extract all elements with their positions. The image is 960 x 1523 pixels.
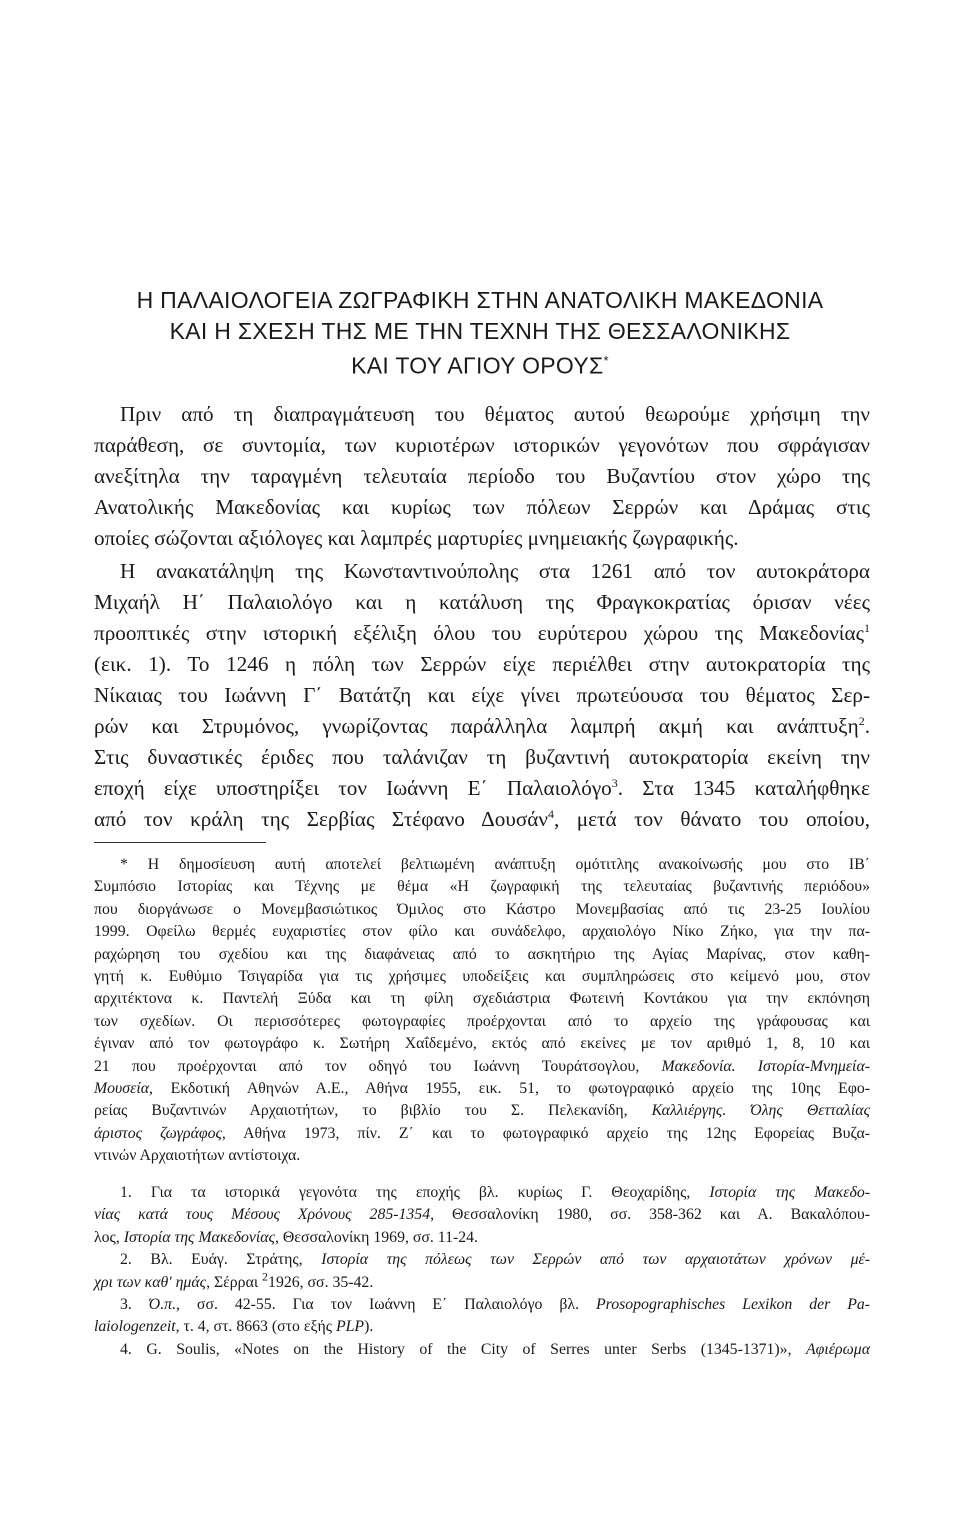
footnote-line: έγιναν από τον φωτογράφο κ. Σωτήρη Χαΐδεμένο, εκτός από εκείνες με τον αριθμό 1, 8, 10 και — [94, 1035, 870, 1053]
footnote-line: Μουσεία, Εκδοτική Αθηνών Α.Ε., Αθήνα 1955, εικ. 51, το φωτογραφικό αρχείο της 10ης Εφο- — [94, 1080, 870, 1098]
paragraph-line: Η ανακατάληψη της Κωνσταντινούπολης στα 1261 από τον αυτοκράτορα — [120, 559, 870, 583]
paragraph-line: Ανατολικής Μακεδονίας και κυρίως των πόλεων Σερρών και Δράμας στις — [94, 495, 870, 519]
footnote-line: Συμπόσιο Ιστορίας και Τέχνης με θέμα «Η ζωγραφική της τελευταίας βυζαντινής περιόδου» — [94, 878, 870, 896]
paragraph-line: εποχή είχε υποστηρίξει τον Ιωάννη Ε΄ Παλαιολόγο$^3$. Στα 1345 καταλήφθηκε — [94, 775, 871, 800]
paragraph-line: από τον κράλη της Σερβίας Στέφανο Δουσάν$^4$, μετά τον θάνατο του οποίου, — [94, 806, 870, 831]
footnote-ref-3[interactable]: 3 — [611, 775, 618, 790]
footnote-1-cont: νίας κατά τους Μέσους Χρόνους 285-1354, Θεσσαλονίκη 1980, σσ. 358-362 και Α. Βακαλόπου- — [94, 1206, 870, 1224]
footnote-star — [94, 854, 870, 1168]
paragraph-line: Στις δυναστικές έριδες που ταλάνιζαν τη βυζαντινή αυτοκρατορία εκείνη την — [94, 745, 870, 769]
paragraph-line: Μιχαήλ Η΄ Παλαιολόγο και η κατάλυση της Φραγκοκρατίας όρισαν νέες — [94, 590, 870, 614]
footnote-4: 4. G. Soulis, «Notes on the History of the City of Serres unter Serbs (1345-1371)», Αφιέρωμα — [120, 1340, 870, 1358]
paragraph-1 — [94, 399, 870, 554]
footnote-ref-4[interactable]: 4 — [547, 806, 554, 821]
paragraph-line: (εικ. 1). Το 1246 η πόλη των Σερρών είχε περιέλθει στην αυτοκρατορία της — [94, 652, 870, 676]
footnote-2-cont: χρι των καθ' ημάς, Σέρραι $^2$1926, σσ. 35-42. — [94, 1269, 374, 1291]
footnotes-numbered — [94, 1182, 870, 1361]
footnote-line: 1999. Οφείλω θερμές ευχαριστίες στον φίλο και συνάδελφο, αρχαιολόγο Νίκο Ζήκο, για την πα- — [94, 923, 870, 941]
paragraph-line: παράθεση, σε συντομία, των κυριοτέρων ιστορικών γεγονότων που σφράγισαν — [94, 433, 870, 457]
footnote-line: άριστος ζωγράφος, Αθήνα 1973, πίν. Ζ΄ και το φωτογραφικό αρχείο της 12ης Εφορείας Βυζα- — [94, 1124, 870, 1142]
paragraph-line: ανεξίτηλα την ταραγμένη τελευταία περίοδο του Βυζαντίου στον χώρο της — [94, 464, 870, 488]
footnote-line: ραχώρηση του σχεδίου και της διαφάνειας από το ασκητήριο της Αγίας Μαρίνας, στον καθη- — [94, 945, 870, 963]
footnote-line: των σχεδίων. Οι περισσότερες φωτογραφίες προέρχονται από το αρχείο της γράφουσας και — [94, 1012, 870, 1030]
paragraph-line: ρών και Στρυμόνος, γνωρίζοντας παράλληλα λαμπρή ακμή και ανάπτυξη$^2$. — [94, 713, 870, 738]
footnote-line: που διοργάνωσε ο Μονεμβασιώτικος Όμιλος στο Κάστρο Μονεμβασίας από τις 23-25 Ιουλίου — [94, 900, 870, 918]
paragraph-line: Πριν από τη διαπραγμάτευση του θέματος αυτού θεωρούμε χρήσιμη την — [120, 402, 870, 426]
title-footnote-mark: * — [603, 353, 609, 368]
title-line-1: Η ΠΑΛΑΙΟΛΟΓΕΙΑ ΖΩΓΡΑΦΙΚΗ ΣΤΗΝ ΑΝΑΤΟΛΙΚΗ ΜΑΚΕΔΟΝΙΑ — [136, 287, 824, 313]
paragraph-line: προοπτικές στην ιστορική εξέλιξη όλου του ευρύτερου χώρου της Μακεδονίας$^1$ — [94, 620, 870, 645]
footnote-line: αρχιτέκτονα κ. Παντελή Ξύδα και τη φίλη σχεδιάστρια Φωτεινή Κοντάκου για την εκπόνηση — [94, 990, 870, 1008]
footnote-1: 1. Για τα ιστορικά γεγονότα της εποχής βλ. κυρίως Γ. Θεοχαρίδης, Ιστορία της Μακεδο- — [120, 1184, 870, 1201]
title-line-3: ΚΑΙ ΤΟΥ ΑΓΙΟΥ ΟΡΟΥΣ* — [351, 352, 609, 379]
footnote-3-cont: laiologenzeit, τ. 4, στ. 8663 (στο εξής PLP). — [94, 1318, 374, 1336]
footnote-ref-2[interactable]: 2 — [858, 713, 865, 728]
title-line-2: ΚΑΙ Η ΣΧΕΣΗ ΤΗΣ ΜΕ ΤΗΝ ΤΕΧΝΗ ΤΗΣ ΘΕΣΣΑΛΟΝΙΚΗΣ — [169, 318, 791, 344]
footnote-line: ντινών Αρχαιοτήτων αντίστοιχα. — [94, 1147, 301, 1165]
footnote-ref-1[interactable]: 1 — [864, 620, 870, 635]
footnote-line: γητή κ. Ευθύμιο Τσιγαρίδα για τις χρήσιμες υποδείξεις και συμπληρώσεις στο κείμενό μου, στον — [94, 968, 870, 986]
paragraph-line: Νίκαιας του Ιωάννη Γ΄ Βατάτζη και είχε γίνει πρωτεύουσα του θέματος Σερ- — [94, 683, 870, 707]
footnote-divider — [94, 842, 266, 843]
footnote-1-cont: λος, Ιστορία της Μακεδονίας, Θεσσαλονίκη 1969, σσ. 11-24. — [94, 1228, 479, 1246]
footnote-3: 3. Ό.π., σσ. 42-55. Για τον Ιωάννη Ε΄ Παλαιολόγο βλ. Prosopographisches Lexikon der Pa- — [120, 1296, 870, 1314]
footnote-line: 21 που προέρχονται από τον οδηγό του Ιωάννη Τουράτσογλου, Μακεδονία. Ιστορία-Μνημεία- — [94, 1057, 871, 1075]
paragraph-2 — [94, 556, 870, 835]
footnote-line: ρείας Βυζαντινών Αρχαιοτήτων, το βιβλίο του Σ. Πελεκανίδη, Καλλιέργης. Όλης Θετταλίας — [94, 1102, 870, 1120]
footnote-line: * Η δημοσίευση αυτή αποτελεί βελτιωμένη ανάπτυξη ομότιτλης ανακοίνωσής μου στο ΙΒ΄ — [120, 856, 870, 873]
paragraph-line: οποίες σώζονται αξιόλογες και λαμπρές μαρτυρίες μνημειακής ζωγραφικής. — [94, 526, 739, 550]
footnote-2: 2. Βλ. Ευάγ. Στράτης, Ιστορία της πόλεως των Σερρών από των αρχαιοτάτων χρόνων μέ- — [120, 1251, 870, 1269]
